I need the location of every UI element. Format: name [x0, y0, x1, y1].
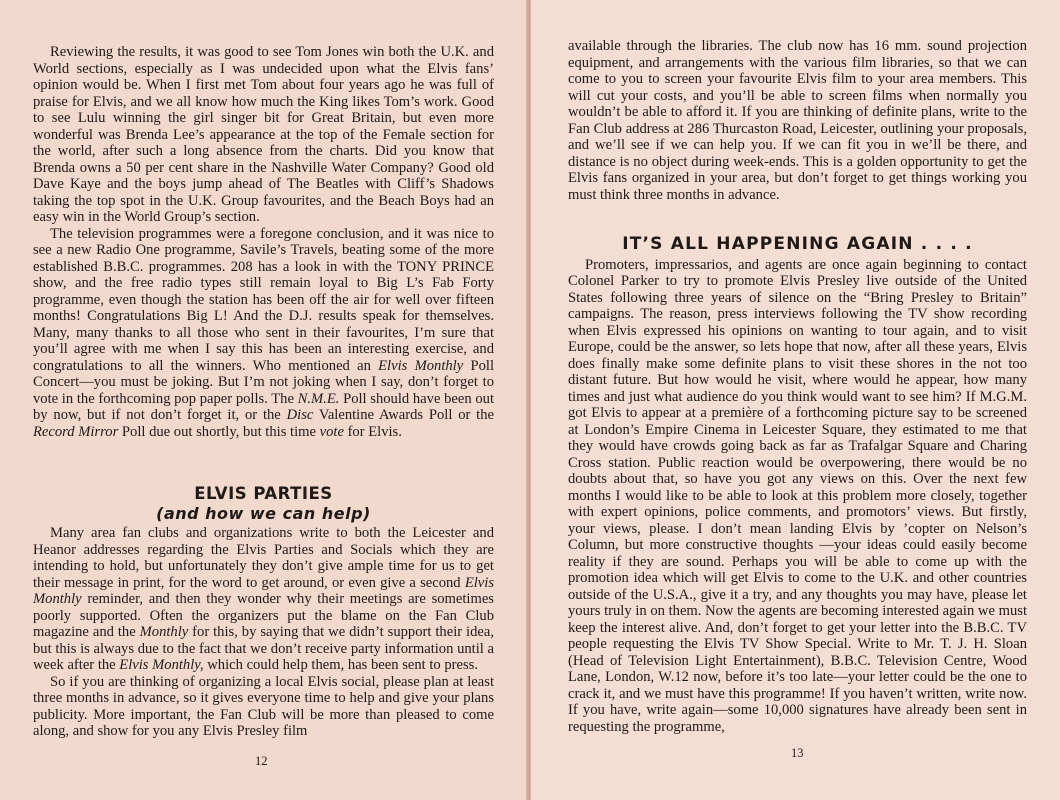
- page-number-left: 12: [255, 754, 268, 768]
- text-span: Many area fan clubs and organizations write to both the Leicester and Heanor addresses regarding the Elvis Parties and Socials which they are intending to hold, but unfortunately they don’t give ample time for us to get their message in print, for the word to get around, or even give a second: [33, 525, 494, 591]
- paragraph-parties: [33, 525, 494, 674]
- text-span: Valentine Awards Poll or the: [313, 407, 494, 423]
- right-column-top: [568, 38, 1027, 203]
- paragraph-poll-results: Reviewing the results, it was good to see Tom Jones win both the U.K. and World sections, especially as I was undecided upon what the Elvis fans’ opinion would be. When I first met Tom about four years ago he was full of praise for Elvis, and we all know how much the King likes Tom’s work. Good to see Lulu winning the girl singer bit for Great Britain, but even more wonderful was Brenda Lee’s appearance at the top of the Female section for the world, after such a long absence from the charts. Did you know that Brenda owns a 50 per cent share in the Nashville Water Company? Good old Dave Kaye and the boys jump ahead of The Beatles with Cliff’s Shadows taking the top spot in the U.K. Group favourites, and the Beach Boys had an easy win in the World Group’s section.: [33, 44, 494, 225]
- text-span: which could help them, has been sent to press.: [203, 657, 478, 673]
- italic-span: Monthly: [139, 624, 189, 640]
- section-heading-happening-again: IT’S ALL HAPPENING AGAIN . . . .: [622, 234, 973, 254]
- section-heading-elvis-parties: ELVIS PARTIES: [194, 484, 333, 503]
- italic-span: Elvis Monthly: [33, 574, 494, 607]
- paragraph-promoters: Promoters, impressarios, and agents are once again beginning to contact Colonel Parker to try to promote Elvis Presley live outside of the United States following three years of silence on the “Bring Presley to Britain” campaigns. The reason, press interviews following the TV show recording when Elvis expressed his opinions on wanting to tour again, and to visit Europe, could be the answer, so lets hope that now, after all these years, Elvis does finally make some definite plans to visit these shores in the not too distant future. But how would he visit, where would he appear, how many times and just what audience do you think would want to see him? If M.G.M. got Elvis to appear at a première of a forthcoming picture say to be screened at London’s Empire Cinema in Leicester Square, they estimated to me that they would have crowds going back as far as Trafalgar Square and Charing Cross station. Public reaction would be overpowering, there would be no doubts about that, so have you got any views on this. Over the next few months I would like to be able to look at this problem more closely, together with expert opinions, police comments, and promotors’ views. But firstly, your views, please. I don’t mean landing Elvis by ’copter on Nelson’s Column, but more constructive thoughts —your ideas could easily become reality if they are sound. Perhaps you will be able to come up with the promotion idea which will get Elvis to come to the U.K. and other countries outside of the U.S.A., give it a try, and any thoughts you may have, please let yours truly in on them. Now the agents are becoming interested again we must keep the interest alive. And, don’t forget to get your letter into the B.B.C. TV people requesting the Elvis TV Show Special. Write to Mr. T. J. H. Sloan (Head of Television Light Entertainment), B.B.C. Television Centre, Wood Lane, London, W.12 now, before it’s too late—your letter could be the one to crack it, and we must have this programme! If you haven’t written, write now. If you have, write again—some 10,000 signatures have already been sent in requesting the programme,: [568, 256, 1027, 735]
- text-span: Poll Concert—you must be joking. But I’m not joking when I say, don’t forget to vote in the forthcoming pop paper polls. The: [33, 357, 494, 407]
- right-column-bottom: [568, 236, 1027, 735]
- text-span: Poll due out shortly, but this time: [118, 423, 320, 440]
- text-span: reminder, and then they wonder why their meetings are sometimes poorly supported. Often the organizers put the blame on the Fan Club magazine and the: [33, 591, 494, 640]
- text-span: The television programmes were a foregone conclusion, and it was nice to see a new Radio One programme, Savile’s Travels, beating some of the more established B.B.C. programmes. 208 has a look in with the TONY PRINCE show, and the free radio types still remain loyal to Big L’s Fab Forty programme, even though the station has been off the air for well over fifteen months! Congratulations Big L! And the D.J. results speak for themselves. Many, many thanks to all those who sent in their favourites, I’m sure that you’ll agree with me when I say this has been an interesting exercise, and congratulations to all the winners. Who mentioned an: [33, 225, 494, 374]
- section-subheading: (and how we can help): [156, 503, 371, 523]
- left-column-top: [33, 44, 494, 440]
- text-span: for Elvis.: [343, 423, 402, 440]
- italic-span: Elvis Monthly,: [119, 657, 204, 673]
- page-number-right: 13: [791, 746, 804, 760]
- text-span: for this, by saying that we didn’t support their idea, but this is always due to the fact that we don’t receive party information until a week after the: [33, 624, 494, 673]
- italic-span: Record Mirror: [33, 423, 119, 440]
- paragraph-television-results: [33, 226, 494, 441]
- text-span: Poll should have been out by now, but if not don’t forget it, or the: [33, 390, 494, 423]
- italic-span: Elvis Monthly: [378, 357, 464, 374]
- paragraph-planning: So if you are thinking of organizing a local Elvis social, please plan at least three months in advance, so it gives everyone time to help and give your plans publicity. More important, the Fan Club will be more than pleased to come along, and show for you any Elvis Presley film: [33, 673, 494, 739]
- italic-span: vote: [319, 423, 344, 440]
- left-page: [0, 0, 527, 800]
- italic-span: Disc: [286, 407, 314, 423]
- right-page: [531, 0, 1060, 800]
- left-column-bottom: [33, 486, 494, 740]
- paragraph-film-screening: available through the libraries. The club now has 16 mm. sound projection equipment, and arrangements with the various film libraries, so that we can come to you to screen your favourite Elvis film to your area members. This will cut your costs, and you’ll be able to screen films when normally you wouldn’t be able to afford it. If you are thinking of definite plans, write to the Fan Club address at 286 Thurcaston Road, Leicester, outlining your proposals, and we’ll see if we can help you. If we can fit you in we’ll be there, and distance is no object during week-ends. This is a golden opportunity to get the Elvis fans organized in your area, but don’t forget to get things working you must think three months in advance.: [568, 38, 1027, 203]
- italic-span: N.M.E.: [297, 390, 340, 407]
